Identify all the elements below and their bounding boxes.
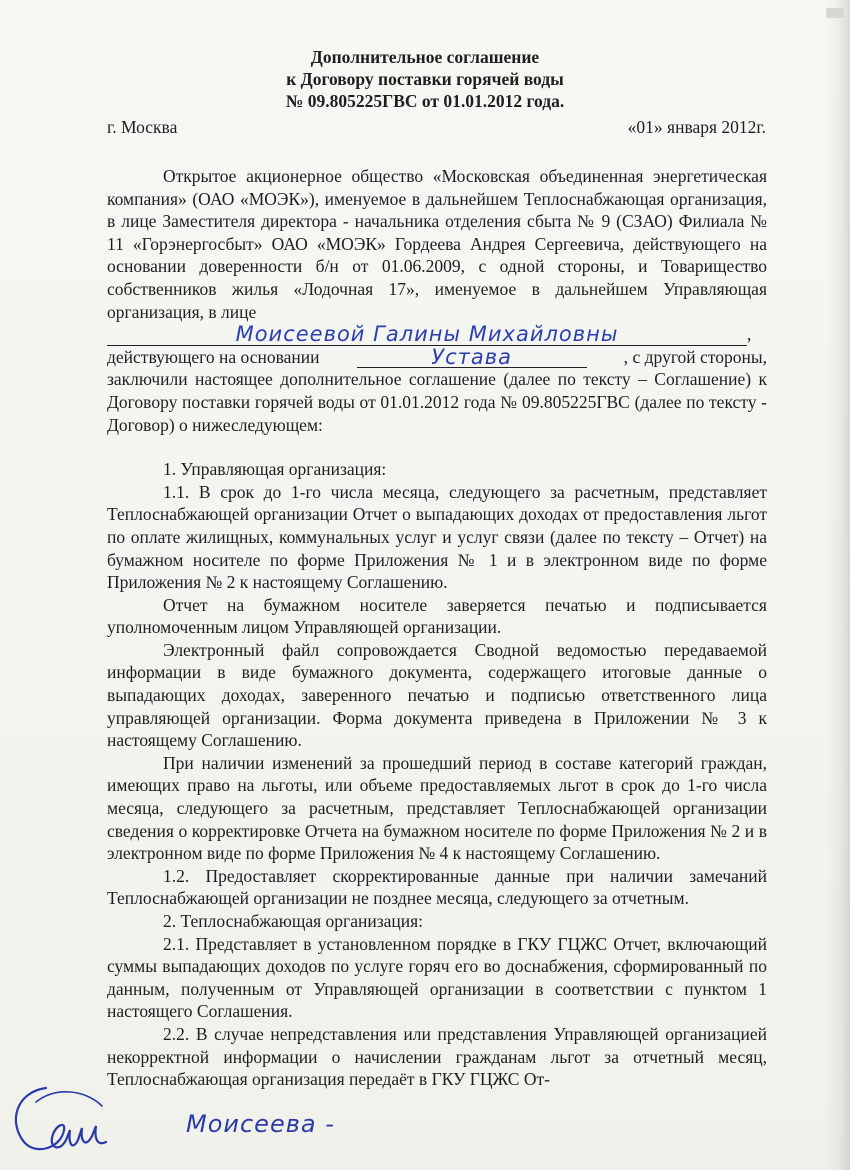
- basis-field: [357, 344, 587, 369]
- handwritten-name: Моисеевой Галины Михайловны: [235, 322, 619, 347]
- corner-mark: [826, 8, 844, 18]
- clause-1-1: 1.1. В срок до 1-го числа месяца, следующего за расчетным, представляет Теплоснабжающей организации Отчет о выпадающих доходах от предоставления льгот по оплате жилищных, коммунальных услуг и услуг связи (далее по тексту – Отчет) на бумажном носителе по форме Приложения № 1 и в электронном виде по форме Приложения № 2 к настоящему Соглашению.: [107, 481, 767, 593]
- name-field: [107, 322, 747, 347]
- section-2-heading: 2. Теплоснабжающая организация:: [163, 911, 424, 931]
- clause-1-2: 1.2. Предоставляет скорректированные данные при наличии замечаний Теплоснабжающей организации не позднее месяца, следующего за отчетным.: [107, 865, 767, 909]
- section-1-heading: 1. Управляющая организация:: [163, 459, 387, 480]
- title-line-3: № 09.805225ГВС от 01.01.2012 года.: [285, 91, 565, 111]
- date: «01» января 2012г.: [627, 117, 766, 137]
- intro-conclusion: заключили настоящее дополнительное соглашение (далее по тексту – Соглашение) к Договору поставки горячей воды от 01.01.2012 года № 09.805225ГВС (далее по тексту - Договор) о нижеследующем:: [107, 369, 767, 435]
- title-line-1: Дополнительное соглашение: [310, 47, 540, 67]
- name-comma: ,: [747, 324, 752, 345]
- other-party-text: , с другой стороны,: [623, 346, 767, 367]
- handwritten-basis: Устава: [431, 344, 512, 369]
- name-line: [107, 323, 767, 346]
- clause-1-1-electronic: Электронный файл сопровождается Сводной ведомостью передаваемой информации в виде бумажного документа, содержащего итоговые данные о выпадающих доходах, заверенного печатью и подписью ответственного лица управляющей организации. Форма документа приведена в Приложении № 3 к настоящему Соглашению.: [107, 639, 767, 751]
- acting-on-label: действующего на основании: [107, 346, 320, 367]
- clause-1-1-report: Отчет на бумажном носителе заверяется печатью и подписывается уполномоченным лицом Управляющей организации.: [107, 594, 767, 638]
- clause-1-1-changes: При наличии изменений за прошедший период в составе категорий граждан, имеющих право на льготы, или объеме предоставляемых льгот в срок до 1-го числа месяца, следующего за расчетным, представляет Теплоснабжающей организации сведения о корректировке Отчета на бумажном носителе по форме Приложения № 2 и в электронном виде по форме Приложения № 4 к настоящему Соглашению.: [107, 752, 767, 864]
- clause-2-1: 2.1. Представляет в установленном порядке в ГКУ ГЦЖС Отчет, включающий суммы выпадающих доходов по услуге горяч его во доснабжения, сформированный по данным, полученным от Управляющей организации в соответствии с пунктом 1 настоящего Соглашения.: [107, 933, 767, 1022]
- document-title: [0, 46, 850, 112]
- page-edge-shadow: [826, 0, 850, 1170]
- signature-scribble: [6, 1082, 116, 1162]
- signature-initials: Моисеева -: [186, 1110, 335, 1138]
- title-line-2: к Договору поставки горячей воды: [286, 69, 564, 89]
- intro-paragraph: Открытое акционерное общество «Московская объединенная энергетическая компания» (ОАО «МОЭК»), именуемое в дальнейшем Теплоснабжающая организация, в лице Заместителя директора - начальника отделения сбыта № 9 (СЗАО) Филиала № 11 «Горэнергосбыт» ОАО «МОЭК» Гордеева Андрея Сергеевича, действующего на основании доверенности б/н от 01.06.2009, с одной стороны, и Товарищество собственников жилья «Лодочная 17», именуемое в дальнейшем Управляющая организация, в лице: [107, 166, 767, 322]
- basis-line: [107, 346, 767, 369]
- clause-2-2: 2.2. В случае непредставления или представления Управляющей организацией некорректной информации о начислении гражданам льгот за отчетный месяц, Теплоснабжающая организация передаёт в ГКУ ГЦЖС От-: [107, 1023, 767, 1090]
- document-body: [107, 165, 767, 1091]
- place: г. Москва: [107, 117, 178, 137]
